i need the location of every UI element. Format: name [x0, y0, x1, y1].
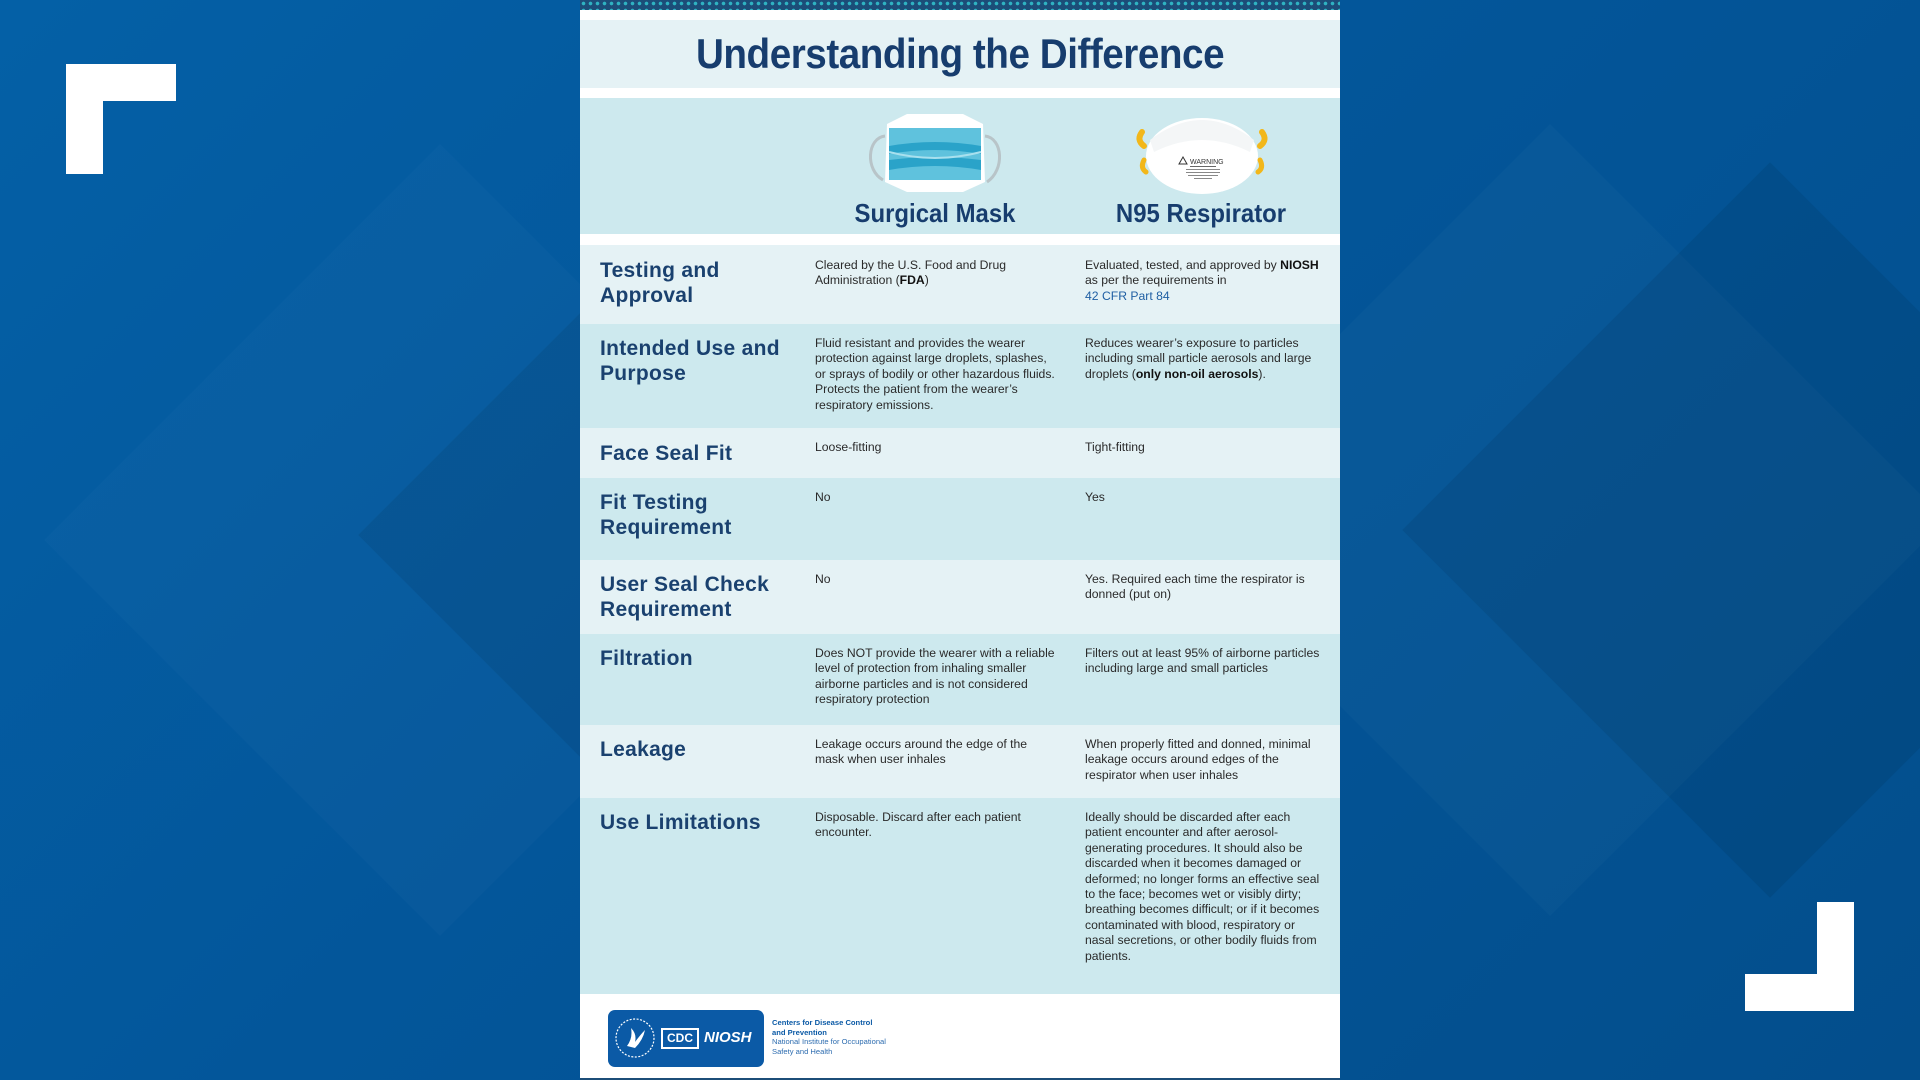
table-row-use-limitations	[580, 798, 1340, 994]
column-header-band	[580, 98, 1340, 234]
svg-text:WARNING: WARNING	[1190, 159, 1224, 166]
table-row-fit-testing	[580, 478, 1340, 560]
table-row-face-seal-fit	[580, 428, 1340, 478]
cell-n95: Yes	[1085, 490, 1105, 504]
table-row-intended-use	[580, 324, 1340, 428]
niosh-logo: NIOSH	[704, 1029, 752, 1046]
corner-bracket-top-left	[66, 64, 176, 174]
column-header-surgical-mask	[815, 98, 1055, 234]
decorative-pattern-strip	[580, 0, 1340, 10]
row-label: User Seal Check Requirement	[600, 573, 770, 621]
row-label: Leakage	[600, 738, 687, 761]
cell-n95: Tight-fitting	[1085, 440, 1145, 454]
cell-surgical: Fluid resistant and provides the wearer protection against large droplets, splashes, or sprays of bodily or other hazardous fluids. Protects the patient from the wearer’s respiratory emissions.	[815, 336, 1055, 412]
row-label: Testing and Approval	[600, 259, 720, 307]
column-label-surgical-mask: Surgical Mask	[854, 198, 1016, 228]
table-row-leakage	[580, 725, 1340, 798]
cell-surgical: Cleared by the U.S. Food and Drug Administration (FDA)	[815, 258, 1007, 288]
agency-credit: Centers for Disease Control and Prevention National Institute for Occupational Safety and Health	[772, 1018, 886, 1056]
row-label: Fit Testing Requirement	[600, 491, 732, 539]
poster-title: Understanding the Difference	[695, 30, 1225, 77]
corner-bracket-bottom-right	[1745, 902, 1854, 1011]
cdc-logo: CDC	[661, 1028, 699, 1049]
cfr-part-84-link[interactable]: 42 CFR Part 84	[1085, 288, 1170, 303]
row-label: Face Seal Fit	[600, 442, 733, 465]
table-row-testing-approval	[580, 245, 1340, 324]
table-row-user-seal-check	[580, 560, 1340, 634]
cell-surgical: Loose-fitting	[815, 440, 882, 454]
cell-n95: Yes. Required each time the respirator is donned (put on)	[1085, 572, 1305, 602]
row-label: Use Limitations	[600, 811, 761, 834]
cell-surgical: Leakage occurs around the edge of the mask when user inhales	[815, 737, 1028, 767]
title-band	[580, 20, 1340, 88]
row-label: Filtration	[600, 647, 693, 670]
cell-n95: Evaluated, tested, and approved by NIOSH as per the requirements in 42 CFR Part 84	[1085, 258, 1325, 304]
cell-n95: Filters out at least 95% of airborne particles including large and small particles	[1085, 646, 1320, 676]
cell-n95: Ideally should be discarded after each patient encounter and after aerosol-generating procedures. It should also be discarded when it becomes damaged or deformed; no longer forms an effective seal to the face; becomes wet or visibly dirty; breathing becomes difficult; or if it becomes contaminated with blood, respiratory or nasal secretions, or other bodily fluids from patients.	[1085, 810, 1320, 963]
cdc-niosh-logo	[608, 1010, 764, 1067]
table-row-filtration	[580, 634, 1340, 725]
cell-surgical: No	[815, 490, 831, 504]
hhs-eagle-icon	[613, 1016, 657, 1060]
cell-surgical: No	[815, 572, 831, 586]
row-label: Intended Use and Purpose	[600, 337, 780, 385]
cell-surgical: Disposable. Discard after each patient encounter.	[815, 810, 1021, 840]
cell-surgical: Does NOT provide the wearer with a reliable level of protection from inhaling smaller airborne particles and is not considered respiratory protection	[815, 646, 1055, 707]
comparison-poster	[580, 0, 1340, 1080]
n95-respirator-icon	[1132, 106, 1272, 196]
column-header-n95	[1070, 98, 1332, 234]
column-label-n95-respirator: N95 Respirator	[1115, 198, 1287, 228]
surgical-mask-icon	[863, 110, 1007, 194]
cell-n95: Reduces wearer’s exposure to particles including small particle aerosols and large droplets (only non-oil aerosols).	[1085, 336, 1312, 381]
poster-footer	[580, 994, 1340, 1078]
cell-n95: When properly fitted and donned, minimal leakage occurs around edges of the respirator when user inhales	[1085, 737, 1311, 782]
